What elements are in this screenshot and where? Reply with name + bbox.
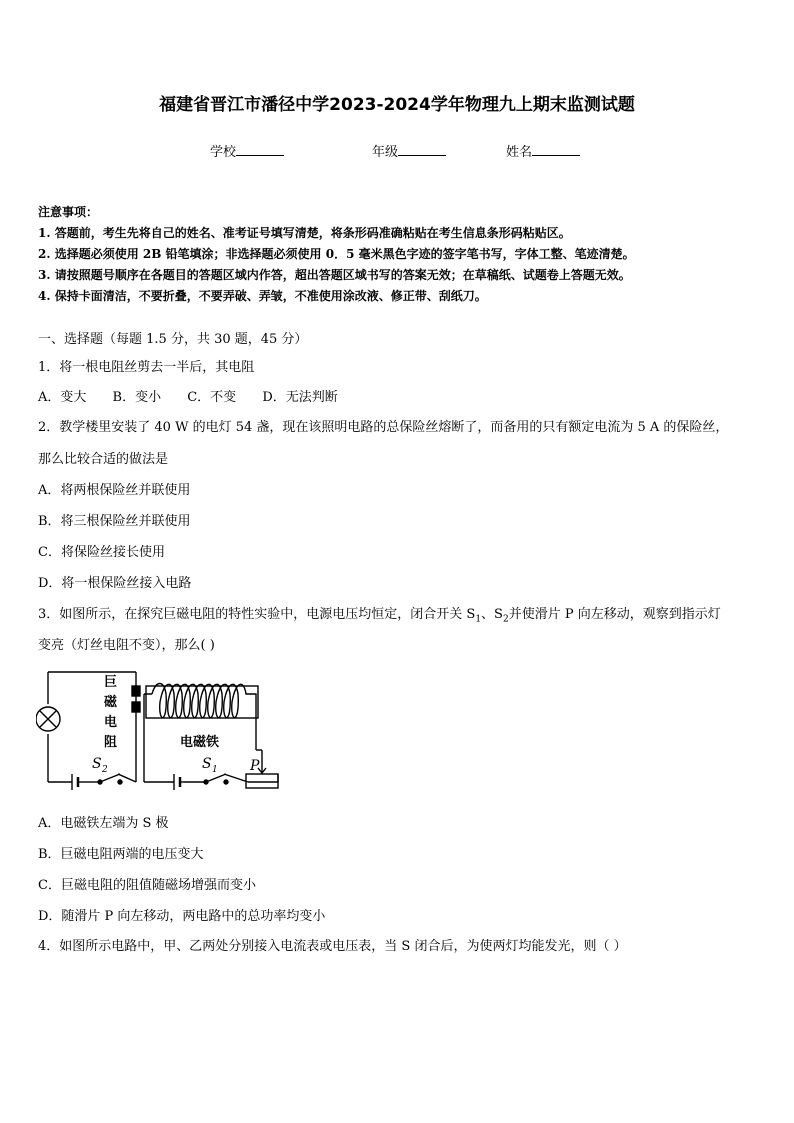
q3-circuit-diagram xyxy=(36,664,286,794)
q3-stem-part-a: 3．如图所示，在探究巨磁电阻的特性实验中，电源电压均恒定，闭合开关 S xyxy=(38,607,476,622)
q2-stem-line2: 那么比较合适的做法是 xyxy=(38,452,169,467)
grade-label: 年级 xyxy=(372,145,399,160)
notice-item: 2. 选择题必须使用 2B 铅笔填涂；非选择题必须使用 0．5 毫米黑色字迹的签字笔书写，字体工整、笔迹清楚。 xyxy=(38,247,635,261)
q3-s1-sub: 1 xyxy=(475,614,482,625)
q3-stem-line1 xyxy=(38,603,721,625)
notice-item: 1. 答题前，考生先将自己的姓名、准考证号填写清楚，将条形码准确粘贴在考生信息条形码粘贴区。 xyxy=(38,226,571,240)
grade-field[interactable] xyxy=(372,141,446,160)
q1-options xyxy=(38,386,360,405)
section-heading: 一、选择题（每题 1.5 分，共 30 题，45 分） xyxy=(38,332,308,347)
name-field[interactable] xyxy=(506,141,580,160)
p-label: P xyxy=(250,758,260,774)
school-label: 学校 xyxy=(210,145,237,160)
gmr-label-char-3: 电 xyxy=(104,715,118,730)
gmr-label-char-4: 阻 xyxy=(104,735,118,750)
q2-stem-line1: 2．教学楼里安装了 40 W 的电灯 54 盏，现在该照明电路的总保险丝熔断了，而备用的只有额定电流为 5 A 的保险丝， xyxy=(38,420,729,435)
q3-option-c[interactable]: C．巨磁电阻的阻值随磁场增强而变小 xyxy=(38,878,256,893)
s1-label: S xyxy=(202,756,212,772)
s1-sub-label: 1 xyxy=(212,765,218,775)
q3-stem-sep: 、S xyxy=(481,607,503,622)
gmr-label-char-2: 磁 xyxy=(104,695,118,710)
q2-option-c[interactable]: C．将保险丝接长使用 xyxy=(38,545,165,560)
q2-option-d[interactable]: D．将一根保险丝接入电路 xyxy=(38,576,192,591)
q1-option-a[interactable]: A．变大 xyxy=(38,390,87,405)
q1-option-b[interactable]: B．变小 xyxy=(112,390,162,405)
q3-stem-line2: 变亮（灯丝电阻不变），那么( ) xyxy=(38,638,215,653)
name-label: 姓名 xyxy=(506,145,533,160)
notice-item: 4. 保持卡面清洁，不要折叠，不要弄破、弄皱，不准使用涂改液、修正带、刮纸刀。 xyxy=(38,289,487,303)
q1-option-d[interactable]: D．无法判断 xyxy=(262,390,338,405)
q3-option-b[interactable]: B．巨磁电阻两端的电压变大 xyxy=(38,847,204,862)
notice-heading: 注意事项： xyxy=(38,205,99,219)
school-blank[interactable] xyxy=(236,143,284,156)
s2-label: S xyxy=(92,756,102,772)
name-blank[interactable] xyxy=(532,143,580,156)
q1-stem: 1．将一根电阻丝剪去一半后，其电阻 xyxy=(38,360,255,375)
q2-option-b[interactable]: B．将三根保险丝并联使用 xyxy=(38,514,191,529)
q3-s2-sub: 2 xyxy=(502,614,509,625)
notice-item: 3. 请按照题号顺序在各题目的答题区域内作答，超出答题区域书写的答案无效；在草稿纸、试题卷上答题无效。 xyxy=(38,268,631,282)
q2-option-a[interactable]: A．将两根保险丝并联使用 xyxy=(38,483,191,498)
q3-option-d[interactable]: D．随滑片 P 向左移动，两电路中的总功率均变小 xyxy=(38,909,326,924)
s2-sub-label: 2 xyxy=(102,765,108,775)
grade-blank[interactable] xyxy=(398,143,446,156)
electromagnet-label: 电磁铁 xyxy=(180,735,220,750)
q3-option-a[interactable]: A．电磁铁左端为 S 极 xyxy=(38,816,169,831)
school-field[interactable] xyxy=(210,141,284,160)
q4-stem: 4．如图所示电路中，甲、乙两处分别接入电流表或电压表，当 S 闭合后，为使两灯均能发光，则（ ） xyxy=(38,939,627,954)
page-title: 福建省晋江市潘径中学2023-2024学年物理九上期末监测试题 xyxy=(159,95,635,115)
gmr-label-char-1: 巨 xyxy=(104,675,118,690)
q1-option-c[interactable]: C．不变 xyxy=(187,390,237,405)
q3-stem-part-b: 并使滑片 P 向左移动，观察到指示灯 xyxy=(508,607,721,622)
